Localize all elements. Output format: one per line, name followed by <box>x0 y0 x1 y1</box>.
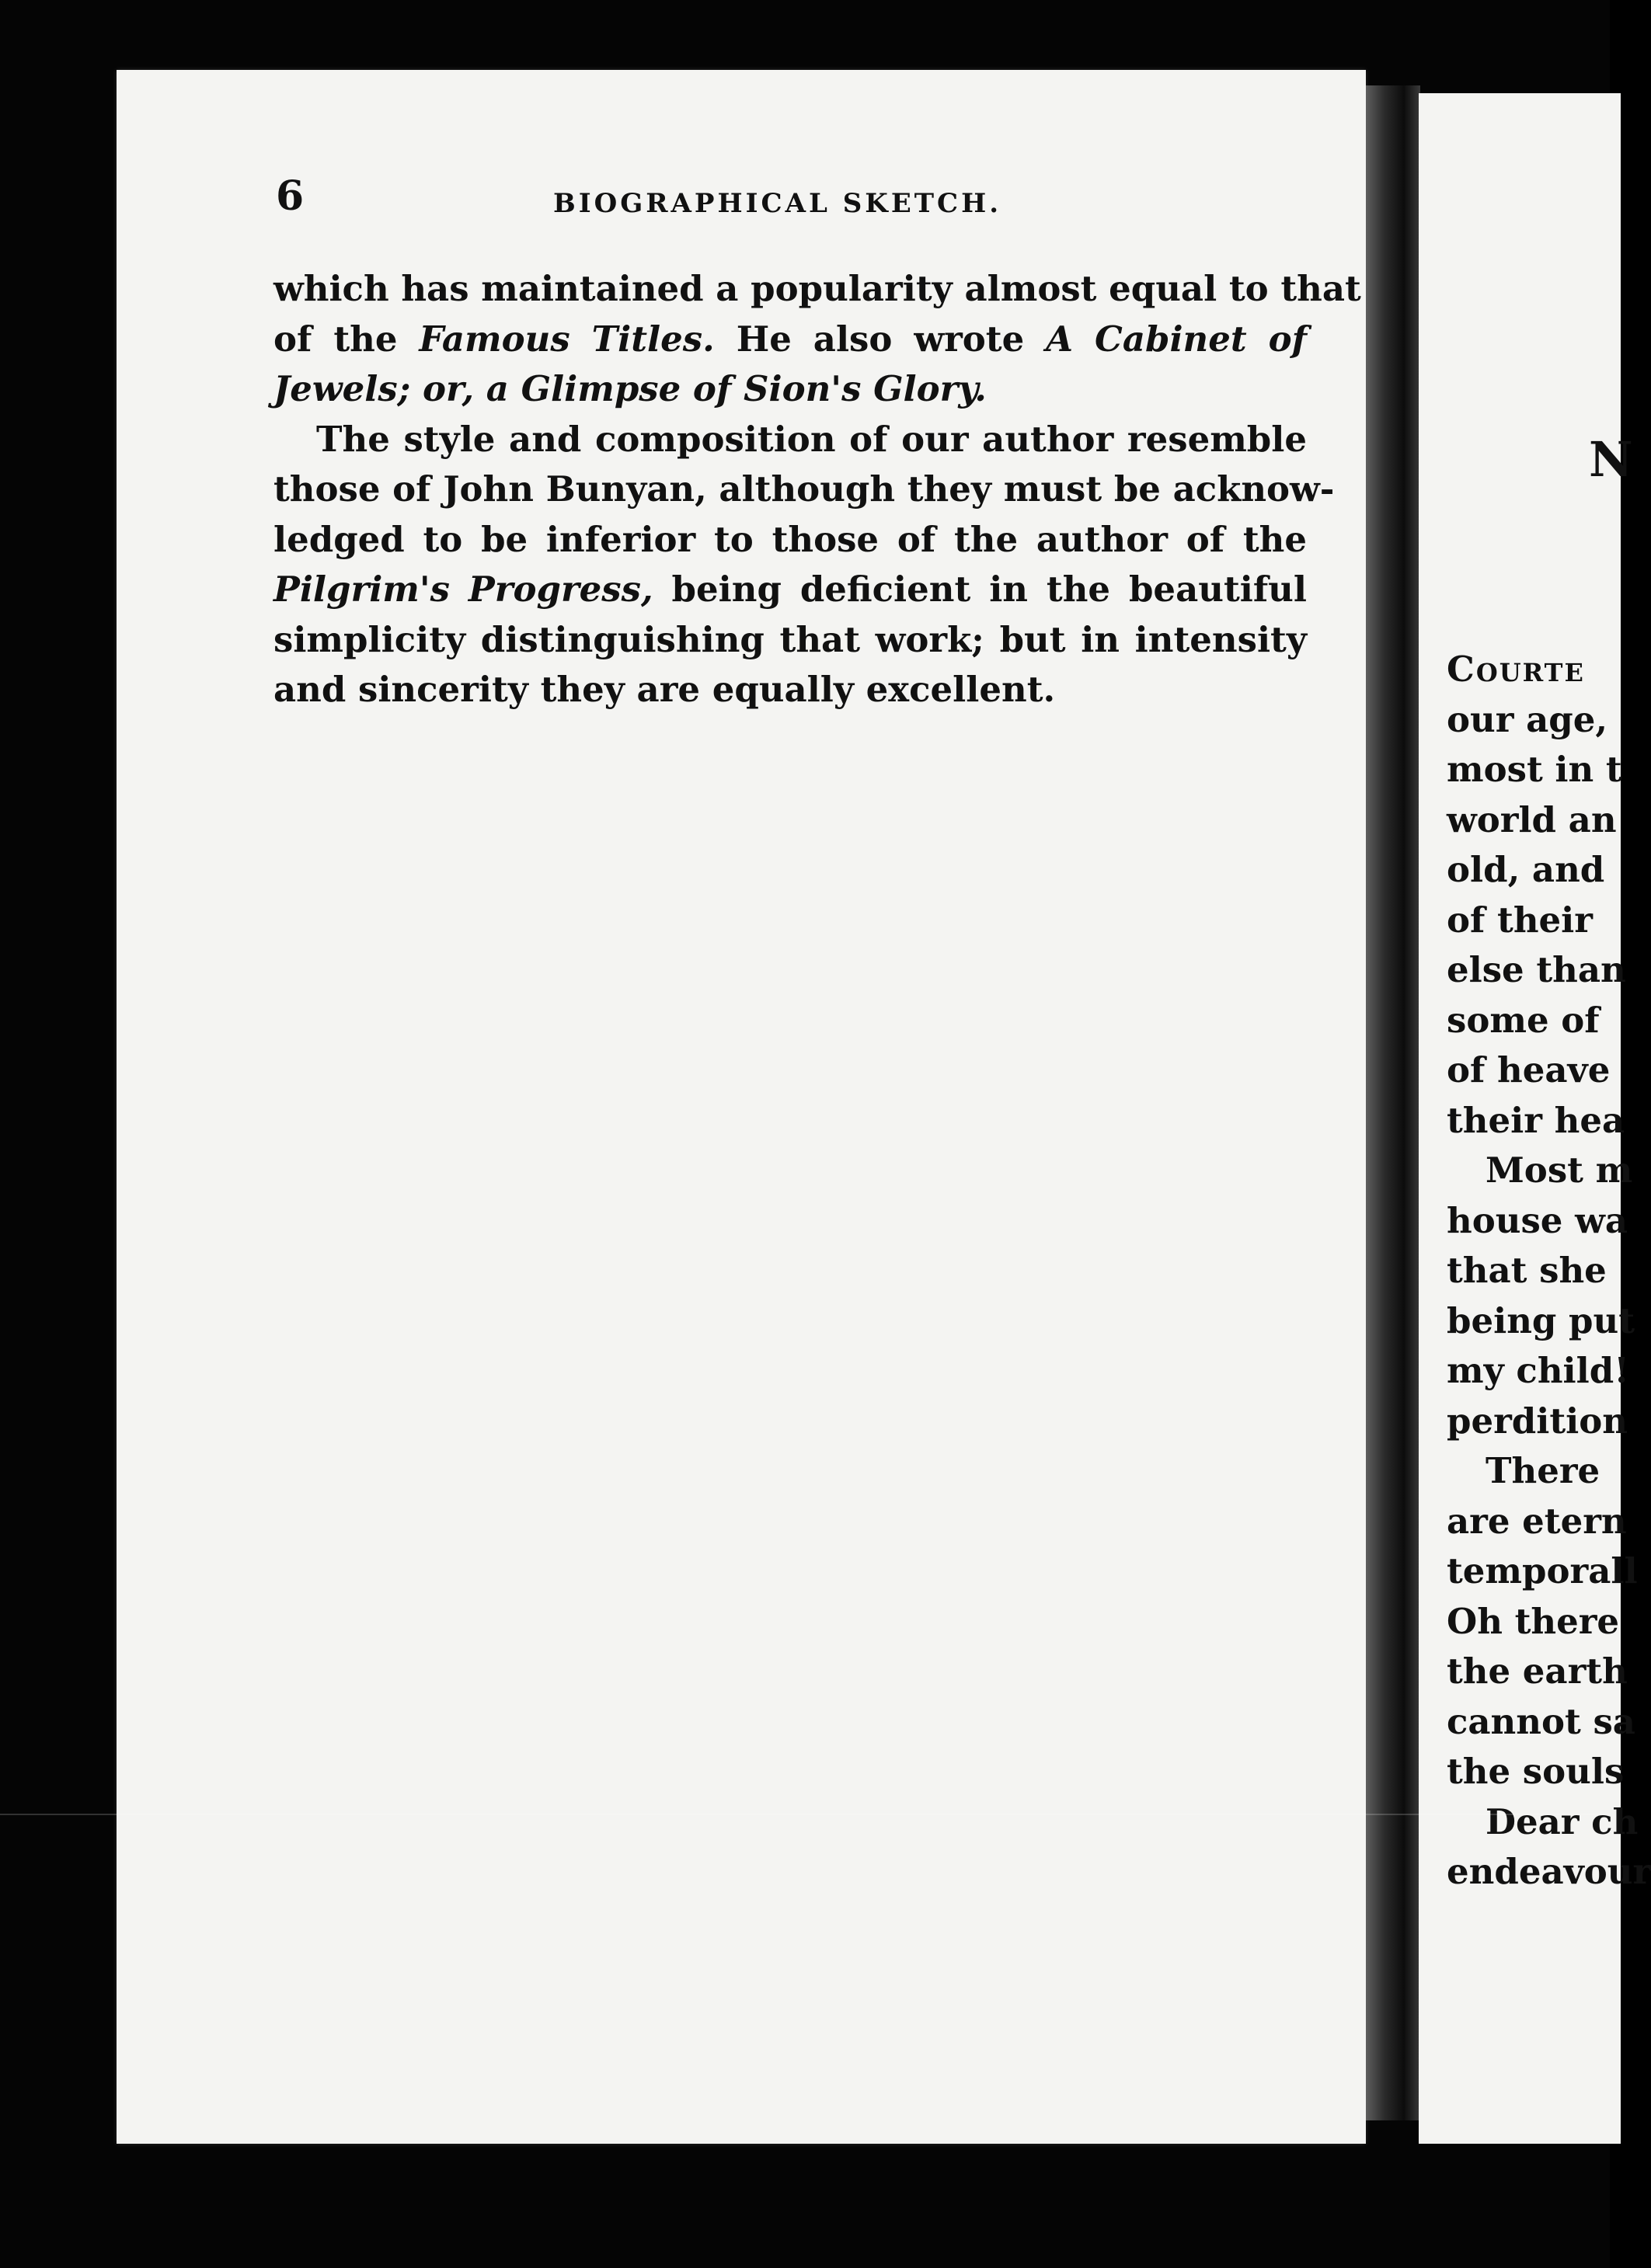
right-page <box>1419 93 1621 2144</box>
right-page-line: most in t <box>1447 749 1622 790</box>
text-line: simplicity distinguishing that work; but in intensity <box>273 618 1307 660</box>
right-page-line: Oh there <box>1447 1600 1620 1642</box>
right-page-line: the earth <box>1447 1651 1628 1692</box>
right-page-line: of heave <box>1447 1049 1611 1091</box>
right-page-line: are etern <box>1447 1500 1627 1542</box>
text-line: those of John Bunyan, although they must be acknow- <box>273 468 1335 510</box>
right-page-line: Most m <box>1486 1150 1633 1191</box>
running-head: BIOGRAPHICAL SKETCH. <box>553 188 1002 219</box>
chapter-heading-fragment: N <box>1589 431 1633 488</box>
right-page-line: temporall <box>1447 1550 1638 1591</box>
text-fragment: of the <box>273 318 420 360</box>
right-page-line: else than <box>1447 949 1626 990</box>
book-title-cabinet: A Cabinet of <box>1046 318 1307 360</box>
right-page-line: of their <box>1447 899 1593 941</box>
right-page-line: being put <box>1447 1299 1635 1341</box>
book-title-famous-titles: Famous Titles. <box>419 318 715 360</box>
right-page-line: my child! <box>1447 1350 1629 1391</box>
body-text <box>273 264 1361 715</box>
right-page-line: Dear ch <box>1486 1800 1639 1842</box>
text-fragment: He also wrote <box>714 318 1047 360</box>
right-page-line: our age, <box>1447 698 1608 740</box>
text-fragment: being deficient in the beautiful <box>653 569 1307 610</box>
text-line <box>273 565 1307 615</box>
right-page-line: the souls <box>1447 1751 1625 1792</box>
book-gutter <box>1366 85 1420 2120</box>
scan-artifact-line <box>0 1814 1610 1815</box>
right-page-line: There <box>1486 1450 1600 1491</box>
book-title-pilgrims-progress: Pilgrim's Progress, <box>273 569 653 610</box>
text-line: Jewels; or, a Glimpse of Sion's Glory. <box>273 368 987 409</box>
text-line: and sincerity they are equally excellent. <box>273 669 1056 710</box>
right-page-line: cannot sa <box>1447 1700 1635 1742</box>
page-number: 6 <box>276 172 305 220</box>
text-line: The style and composition of our author resemble <box>316 418 1307 460</box>
right-page-line: their hea <box>1447 1099 1625 1141</box>
text-line <box>273 315 1307 365</box>
right-page-line: house wa <box>1447 1199 1628 1241</box>
right-page-line: endeavour <box>1447 1851 1651 1892</box>
right-page-line: perdition <box>1447 1400 1628 1442</box>
right-page-line: some of <box>1447 999 1600 1041</box>
text-line: which has maintained a popularity almost equal to that <box>273 268 1361 309</box>
text-line: ledged to be inferior to those of the author of the <box>273 518 1307 560</box>
right-page-line: that she <box>1447 1250 1607 1291</box>
right-page-line: world an <box>1447 798 1617 840</box>
right-page-line: Courte <box>1447 649 1585 690</box>
right-page-line: old, and <box>1447 849 1605 890</box>
